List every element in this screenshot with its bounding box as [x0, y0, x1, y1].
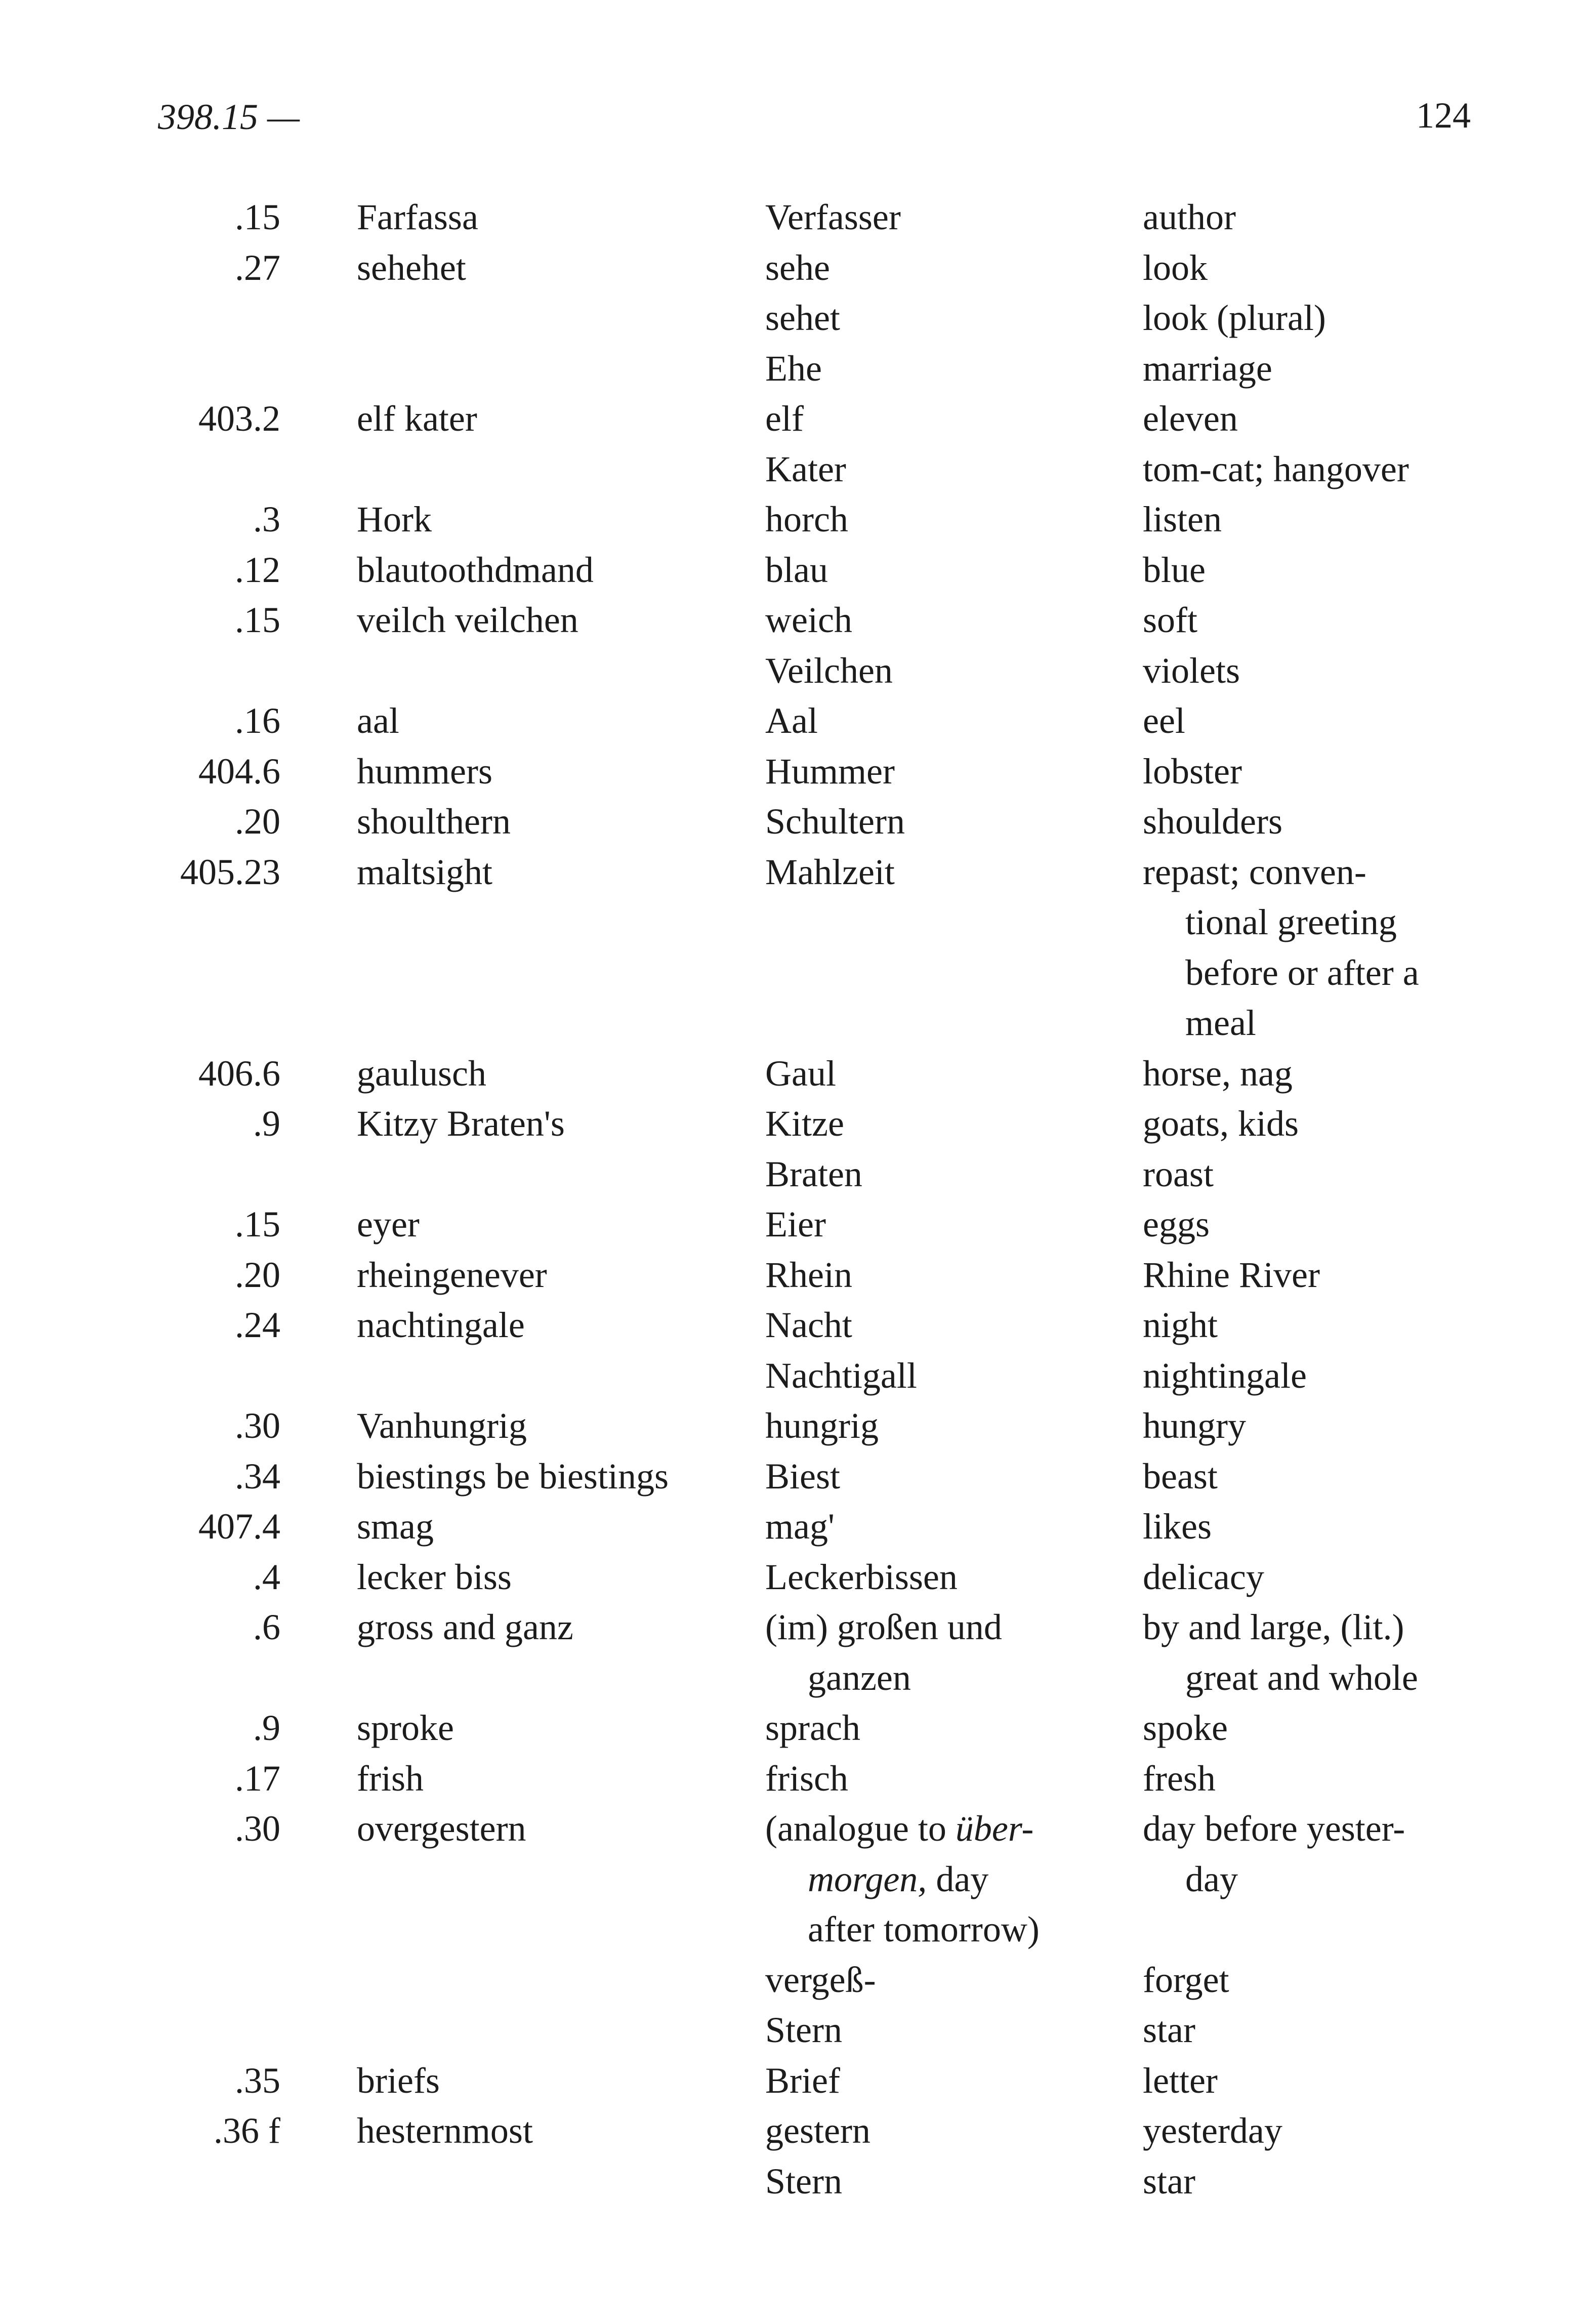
glossary-row: [0, 1401, 1575, 1451]
glossary-row: [0, 1451, 1575, 1502]
german-text: hungrig: [765, 1405, 879, 1446]
english-gloss: star: [1143, 2161, 1195, 2202]
glossary-row: [0, 1904, 1575, 1955]
english-gloss: spoke: [1143, 1708, 1228, 1748]
german-source: [765, 545, 828, 596]
glossary-table: [0, 192, 1575, 2207]
german-text: Brief: [765, 2060, 840, 2101]
line-reference: .16: [235, 700, 280, 741]
glossary-row: [0, 1199, 1575, 1250]
wake-word: shoulthern: [357, 801, 511, 842]
german-source: [765, 847, 895, 898]
line-reference: 403.2: [198, 398, 280, 439]
glossary-row: [0, 797, 1575, 847]
line-reference: .17: [235, 1758, 280, 1799]
german-source: [765, 746, 895, 797]
wake-word: briefs: [357, 2060, 440, 2101]
german-source: [765, 192, 901, 243]
german-source: [765, 696, 818, 746]
glossary-row: [0, 1754, 1575, 1804]
glossary-row: [0, 746, 1575, 797]
german-source: [765, 1904, 1040, 1955]
english-gloss: author: [1143, 197, 1236, 237]
german-source: [765, 494, 848, 545]
german-text: Verfasser: [765, 197, 901, 237]
german-text: Leckerbissen: [765, 1556, 958, 1597]
glossary-row: [0, 444, 1575, 495]
line-reference: .9: [253, 1103, 280, 1144]
wake-word: blautoothdmand: [357, 549, 594, 590]
german-source: [765, 1754, 848, 1804]
glossary-row: [0, 696, 1575, 746]
german-text: Gaul: [765, 1053, 836, 1094]
german-source: [765, 1552, 958, 1603]
line-reference: 404.6: [198, 751, 280, 792]
english-gloss: day: [1185, 1858, 1238, 1899]
wake-word: nachtingale: [357, 1305, 525, 1345]
german-text: Ehe: [765, 348, 822, 389]
english-gloss: marriage: [1143, 348, 1272, 389]
german-text: Schultern: [765, 801, 905, 842]
german-text: elf: [765, 398, 804, 439]
german-text: frisch: [765, 1758, 848, 1799]
glossary-row: [0, 1602, 1575, 1653]
line-reference: .3: [253, 499, 280, 540]
german-text: sehet: [765, 298, 840, 338]
line-reference: 406.6: [198, 1053, 280, 1094]
german-source: [765, 1149, 862, 1200]
english-gloss: eggs: [1143, 1204, 1210, 1244]
wake-word: sehehet: [357, 247, 466, 288]
running-header-section: 398.15 —: [158, 97, 300, 137]
line-reference: 407.4: [198, 1506, 280, 1547]
german-source: [765, 1451, 840, 1502]
german-source: [765, 1955, 876, 2006]
glossary-row: [0, 2005, 1575, 2056]
german-source: [765, 2056, 840, 2106]
wake-word: lecker biss: [357, 1556, 512, 1597]
german-text: Veilchen: [765, 650, 893, 691]
glossary-row: [0, 847, 1575, 898]
english-gloss: repast; conven-: [1143, 851, 1366, 892]
german-text: Kater: [765, 448, 846, 489]
glossary-row: [0, 293, 1575, 344]
line-reference: .15: [235, 1204, 280, 1244]
wake-word: elf kater: [357, 398, 477, 439]
english-gloss: day before yester-: [1143, 1808, 1405, 1849]
line-reference: .20: [235, 801, 280, 842]
german-text: Rhein: [765, 1254, 852, 1295]
glossary-row: [0, 243, 1575, 294]
german-text: day: [927, 1858, 989, 1899]
glossary-row: [0, 1653, 1575, 1704]
german-source: [765, 243, 830, 294]
german-source: [765, 1401, 879, 1451]
wake-word: Vanhungrig: [357, 1405, 527, 1446]
glossary-row: [0, 998, 1575, 1049]
english-gloss: Rhine River: [1143, 1254, 1320, 1295]
english-gloss: nightingale: [1143, 1355, 1307, 1396]
line-reference: .35: [235, 2060, 280, 2101]
english-gloss: by and large, (lit.): [1143, 1607, 1404, 1647]
german-source: [765, 344, 822, 394]
german-text: sehe: [765, 247, 830, 288]
german-source: [765, 1300, 852, 1351]
german-text: mag': [765, 1506, 835, 1547]
english-gloss: beast: [1143, 1456, 1218, 1497]
english-gloss: violets: [1143, 650, 1240, 691]
glossary-row: [0, 2056, 1575, 2106]
glossary-row: [0, 1502, 1575, 1552]
glossary-row: [0, 2106, 1575, 2156]
glossary-row: [0, 1049, 1575, 1099]
wake-word: sproke: [357, 1708, 454, 1748]
english-gloss: great and whole: [1185, 1657, 1418, 1698]
german-source: [765, 595, 852, 646]
line-reference: .30: [235, 1405, 280, 1446]
glossary-row: [0, 1955, 1575, 2006]
english-gloss: delicacy: [1143, 1556, 1264, 1597]
german-source: [765, 1049, 836, 1099]
german-text: Braten: [765, 1153, 862, 1194]
english-gloss: shoulders: [1143, 801, 1282, 842]
english-gloss: hungry: [1143, 1405, 1246, 1446]
line-reference: .12: [235, 549, 280, 590]
line-reference: .20: [235, 1254, 280, 1295]
german-text: sprach: [765, 1708, 860, 1748]
english-gloss: star: [1143, 2010, 1195, 2050]
line-reference: .27: [235, 247, 280, 288]
german-text: Aal: [765, 700, 818, 741]
english-gloss: look: [1143, 247, 1208, 288]
german-source: [765, 797, 905, 847]
wake-word: aal: [357, 700, 399, 741]
glossary-row: [0, 2156, 1575, 2207]
line-reference: .24: [235, 1305, 280, 1345]
german-source: [765, 1854, 988, 1905]
german-text: Nachtigall: [765, 1355, 917, 1396]
wake-word: hummers: [357, 751, 492, 792]
wake-word: frish: [357, 1758, 424, 1799]
german-text: after tomorrow): [808, 1909, 1040, 1949]
german-text: horch: [765, 499, 848, 540]
german-italic-text: über-: [955, 1808, 1034, 1849]
german-text: (im) großen und: [765, 1607, 1002, 1647]
wake-word: Hork: [357, 499, 432, 540]
german-text: vergeß-: [765, 1959, 876, 2000]
german-source: [765, 1351, 917, 1401]
line-reference: .15: [235, 600, 280, 640]
german-italic-text: morgen,: [808, 1858, 927, 1899]
wake-word: Farfassa: [357, 197, 478, 237]
wake-word: rheingenever: [357, 1254, 547, 1295]
english-gloss: forget: [1143, 1959, 1229, 2000]
wake-word: eyer: [357, 1204, 420, 1244]
line-reference: 405.23: [180, 851, 280, 892]
german-source: [765, 1804, 1033, 1854]
english-gloss: fresh: [1143, 1758, 1216, 1799]
english-gloss: blue: [1143, 549, 1206, 590]
wake-word: Kitzy Braten's: [357, 1103, 565, 1144]
german-text: (analogue to: [765, 1808, 956, 1849]
wake-word: smag: [357, 1506, 434, 1547]
glossary-row: [0, 646, 1575, 696]
german-text: blau: [765, 549, 828, 590]
line-reference: .15: [235, 197, 280, 237]
german-source: [765, 646, 893, 696]
german-source: [765, 444, 846, 495]
german-text: gestern: [765, 2110, 871, 2151]
wake-word: biestings be biestings: [357, 1456, 669, 1497]
german-source: [765, 394, 804, 444]
german-source: [765, 293, 840, 344]
english-gloss: before or after a: [1185, 952, 1419, 993]
german-text: Mahlzeit: [765, 851, 895, 892]
german-text: Kitze: [765, 1103, 844, 1144]
german-source: [765, 1602, 1002, 1653]
glossary-row: [0, 1351, 1575, 1401]
german-source: [765, 1099, 844, 1149]
german-source: [765, 1199, 826, 1250]
german-source: [765, 1502, 835, 1552]
glossary-row: [0, 1854, 1575, 1905]
german-text: ganzen: [808, 1657, 911, 1698]
line-reference: .34: [235, 1456, 280, 1497]
glossary-row: [0, 595, 1575, 646]
german-source: [765, 2156, 842, 2207]
glossary-row: [0, 1099, 1575, 1149]
english-gloss: soft: [1143, 600, 1197, 640]
line-reference: .9: [253, 1708, 280, 1748]
german-source: [765, 1250, 852, 1301]
line-reference: .6: [253, 1607, 280, 1647]
glossary-row: [0, 1703, 1575, 1754]
english-gloss: listen: [1143, 499, 1222, 540]
line-reference: .36 f: [214, 2110, 280, 2151]
wake-word: gross and ganz: [357, 1607, 573, 1647]
english-gloss: eleven: [1143, 398, 1238, 439]
english-gloss: horse, nag: [1143, 1053, 1293, 1094]
english-gloss: night: [1143, 1305, 1218, 1345]
wake-word: gaulusch: [357, 1053, 486, 1094]
glossary-row: [0, 494, 1575, 545]
german-text: Biest: [765, 1456, 841, 1497]
glossary-row: [0, 344, 1575, 394]
glossary-row: [0, 1250, 1575, 1301]
german-source: [765, 1653, 911, 1704]
page-number: 124: [1416, 95, 1471, 136]
english-gloss: roast: [1143, 1153, 1214, 1194]
glossary-row: [0, 897, 1575, 948]
glossary-row: [0, 545, 1575, 596]
wake-word: maltsight: [357, 851, 492, 892]
german-source: [765, 2106, 871, 2156]
glossary-row: [0, 1149, 1575, 1200]
german-text: Stern: [765, 2161, 842, 2202]
line-reference: .4: [253, 1556, 280, 1597]
glossary-row: [0, 948, 1575, 999]
german-text: Eier: [765, 1204, 826, 1244]
english-gloss: look (plural): [1143, 298, 1326, 338]
english-gloss: letter: [1143, 2060, 1218, 2101]
english-gloss: tional greeting: [1185, 902, 1397, 942]
wake-word: veilch veilchen: [357, 600, 578, 640]
german-source: [765, 1703, 860, 1754]
english-gloss: eel: [1143, 700, 1185, 741]
line-reference: .30: [235, 1808, 280, 1849]
english-gloss: tom-cat; hangover: [1143, 448, 1409, 489]
wake-word: hesternmost: [357, 2110, 533, 2151]
german-text: Stern: [765, 2010, 842, 2050]
glossary-row: [0, 1804, 1575, 1854]
german-source: [765, 2005, 842, 2056]
english-gloss: yesterday: [1143, 2110, 1282, 2151]
glossary-row: [0, 394, 1575, 444]
glossary-row: [0, 1300, 1575, 1351]
german-text: weich: [765, 600, 852, 640]
english-gloss: likes: [1143, 1506, 1212, 1547]
glossary-row: [0, 1552, 1575, 1603]
wake-word: overgestern: [357, 1808, 526, 1849]
english-gloss: lobster: [1143, 751, 1242, 792]
german-text: Nacht: [765, 1305, 852, 1345]
english-gloss: meal: [1185, 1003, 1256, 1043]
glossary-row: [0, 192, 1575, 243]
german-text: Hummer: [765, 751, 895, 792]
english-gloss: goats, kids: [1143, 1103, 1299, 1144]
